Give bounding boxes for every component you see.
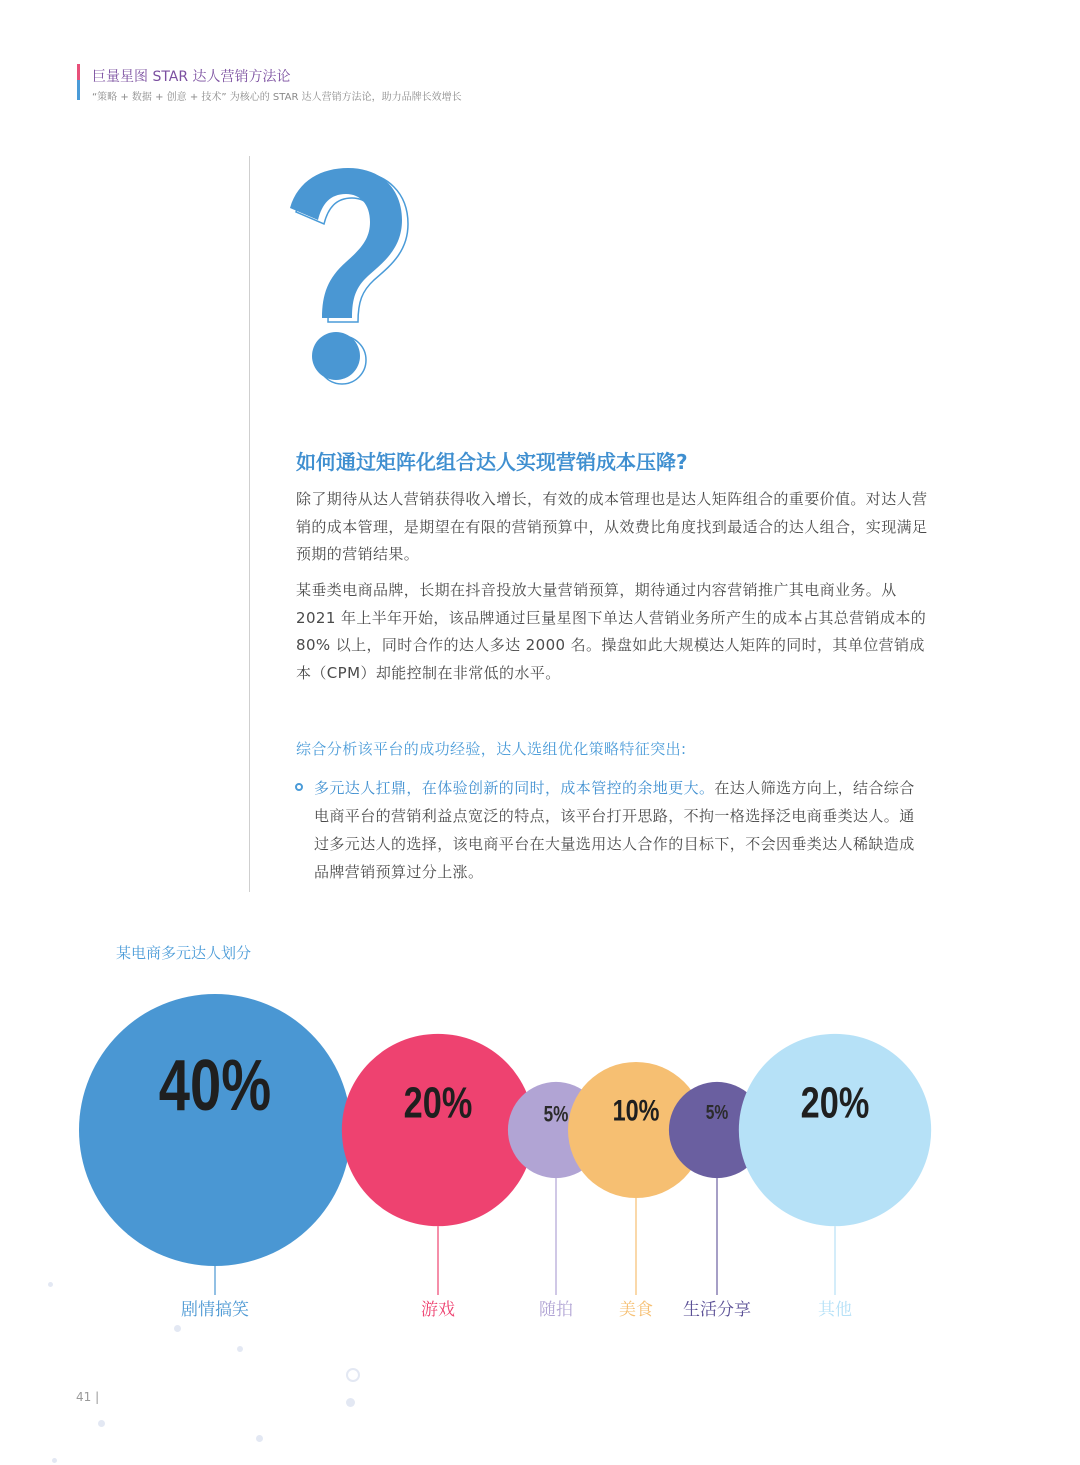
bubble-chart: [0, 980, 1080, 1340]
bubble-value-label: 10%: [612, 1093, 660, 1128]
question-mark-icon: [270, 166, 420, 406]
decor-dot: [256, 1435, 263, 1442]
page-number: 41 |: [76, 1390, 100, 1404]
decor-dot: [98, 1420, 105, 1427]
decor-dot: [52, 1458, 57, 1463]
paragraph-2: 某垂类电商品牌，长期在抖音投放大量营销预算，期待通过内容营销推广其电商业务。从 2021 年上半年开始，该品牌通过巨量星图下单达人营销业务所产生的成本占其总营销成本的 80% 以上，同时合作的达人多达 2000 名。操盘如此大规模达人矩阵的同时，其单位营销成本（CPM）却能控制在非常低的水平。: [296, 581, 927, 682]
chart-title: 某电商多元达人划分: [116, 944, 252, 962]
bullet-highlight: 多元达人扛鼎，在体验创新的同时，成本管控的余地更大。: [314, 779, 715, 797]
bubble-value-label: 5%: [705, 1101, 729, 1124]
bubble-value-label: 20%: [800, 1078, 870, 1128]
analysis-subheading: 综合分析该平台的成功经验，达人选组优化策略特征突出:: [296, 740, 687, 758]
bullet-text: 在达人筛选方向上，结合综合电商平台的营销利益点宽泛的特点，该平台打开思路，不拘一格选择泛电商垂类达人。通过多元达人的选择，该电商平台在大量选用达人合作的目标下，不会因垂类达人稀缺造成品牌营销预算过分上涨。: [314, 779, 915, 881]
category-label: 剧情搞笑: [181, 1300, 249, 1319]
bubble-0: [79, 994, 351, 1266]
bullet-icon: [295, 783, 303, 791]
decor-ring: [346, 1368, 360, 1382]
category-label: 其他: [818, 1300, 852, 1319]
decor-dot: [346, 1398, 355, 1407]
vertical-divider: [249, 156, 250, 892]
decor-dot: [48, 1282, 53, 1287]
bubble-5: [739, 1034, 931, 1226]
paragraph-1: 除了期待从达人营销获得收入增长，有效的成本管理也是达人矩阵组合的重要价值。对达人营销的成本管理，是期望在有限的营销预算中，从效费比角度找到最适合的达人组合，实现满足预期的营销结果。: [296, 490, 928, 563]
bubble-value-label: 5%: [543, 1102, 569, 1128]
decor-dot: [237, 1346, 243, 1352]
bullet-item: [314, 774, 928, 886]
header-accent-bar: [77, 64, 80, 100]
decor-dot: [174, 1325, 181, 1332]
category-label: 游戏: [421, 1300, 455, 1319]
category-label: 随拍: [539, 1300, 573, 1319]
category-label: 美食: [619, 1300, 653, 1319]
category-label: 生活分享: [683, 1300, 751, 1319]
bubble-value-label: 20%: [403, 1078, 473, 1128]
header-subtitle: “策略 + 数据 + 创意 + 技术” 为核心的 STAR 达人营销方法论，助力品牌长效增长: [92, 92, 462, 103]
header-title: 巨量星图 STAR 达人营销方法论: [92, 69, 291, 85]
bubble-value-label: 40%: [158, 1045, 272, 1126]
bubble-1: [342, 1034, 534, 1226]
section-heading: 如何通过矩阵化组合达人实现营销成本压降?: [296, 450, 688, 474]
